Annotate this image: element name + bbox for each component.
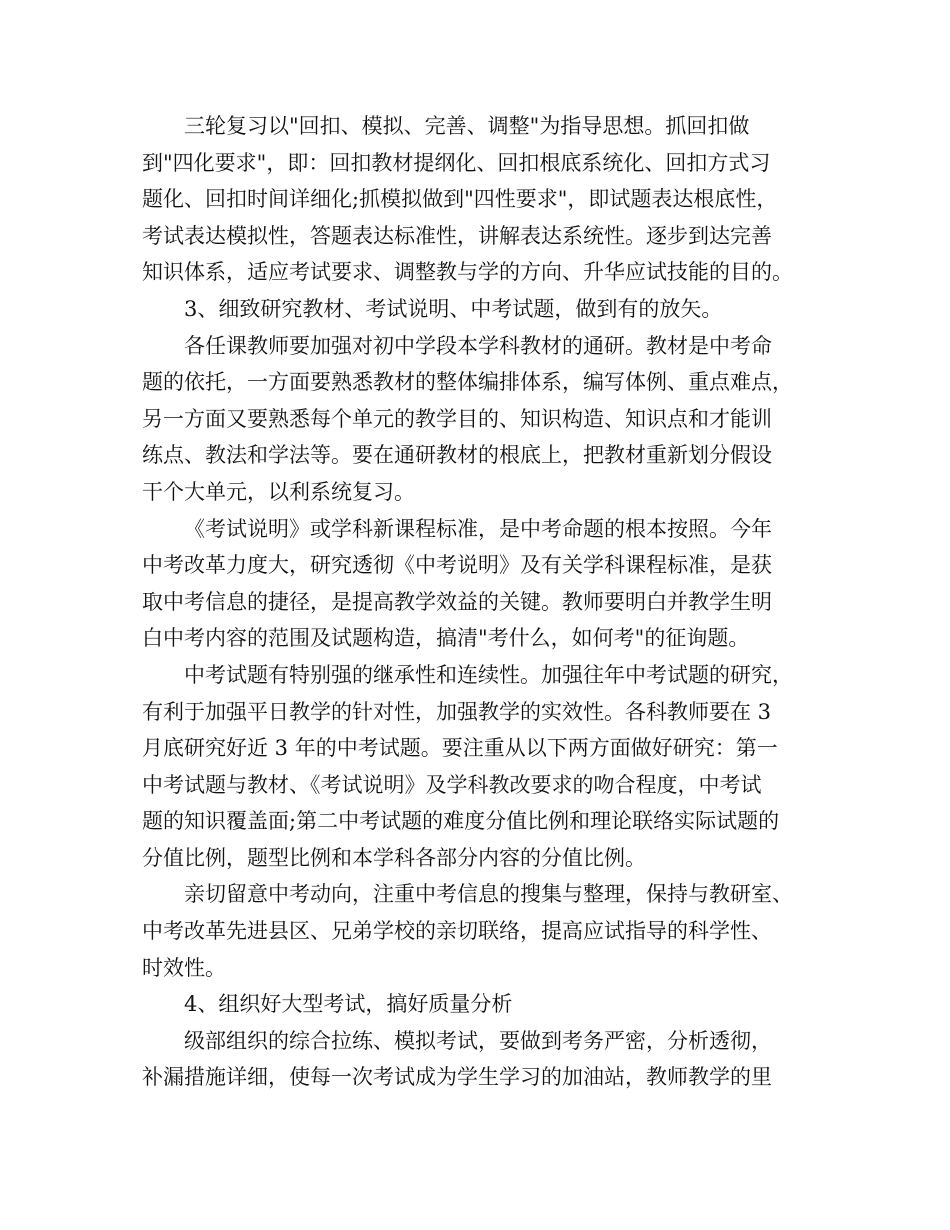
text-line: 月底研究好近 3 年的中考试题。要注重从以下两方面做好研究：第一 (142, 736, 778, 761)
text-line: 级部组织的综合拉练、模拟考试，要做到考务严密，分析透彻， (184, 1028, 772, 1053)
text-line: 题的知识覆盖面;第二中考试题的难度分值比例和理论联络实际试题的 (142, 809, 780, 834)
text-line: 取中考信息的捷径，是提高教学效益的关键。教师要明白并教学生明 (142, 589, 772, 614)
text-line: 各任课教师要加强对初中学段本学科教材的通研。教材是中考命 (184, 333, 772, 358)
text-line: 题的依托，一方面要熟悉教材的整体编排体系，编写体例、重点难点， (142, 370, 793, 395)
text-line: 另一方面又要熟悉每个单元的教学目的、知识构造、知识点和才能训 (142, 406, 772, 431)
text-line: 练点、教法和学法等。要在通研教材的根底上，把教材重新划分假设 (142, 443, 772, 468)
text-line: 时效性。 (142, 955, 226, 980)
text-line: 《考试说明》或学科新课程标准，是中考命题的根本按照。今年 (184, 516, 772, 541)
text-line: 中考试题与教材、《考试说明》及学科教改要求的吻合程度，中考试 (142, 772, 762, 797)
text-line: 亲切留意中考动向，注重中考信息的搜集与整理，保持与教研室、 (184, 882, 793, 907)
text-line: 白中考内容的范围及试题构造，搞清"考什么，如何考"的征询题。 (142, 626, 750, 651)
text-line: 干个大单元，以利系统复习。 (142, 479, 415, 504)
text-line: 中考改革先进县区、兄弟学校的亲切联络，提高应试指导的科学性、 (142, 919, 772, 944)
text-line: 知识体系，适应考试要求、调整教与学的方向、升华应试技能的目的。 (142, 260, 793, 285)
text-line: 补漏措施详细，使每一次考试成为学生学习的加油站，教师教学的里 (142, 1065, 772, 1090)
text-line: 有利于加强平日教学的针对性，加强教学的实效性。各科教师要在 3 (142, 699, 772, 724)
text-line: 三轮复习以"回扣、模拟、完善、调整"为指导思想。抓回扣做 (184, 114, 750, 138)
text-line: 题化、回扣时间详细化;抓模拟做到"四性要求"，即试题表达根底性， (142, 187, 778, 212)
section-heading: 4、组织好大型考试，搞好质量分析 (184, 992, 513, 1017)
text-line: 中考改革力度大，研究透彻《中考说明》及有关学科课程标准，是获 (142, 553, 772, 578)
section-heading: 3、细致研究教材、考试说明、中考试题，做到有的放矢。 (184, 296, 723, 321)
text-line: 中考试题有特别强的继承性和连续性。加强往年中考试题的研究， (184, 662, 793, 687)
text-line: 考试表达模拟性，答题表达标准性，讲解表达系统性。逐步到达完善 (142, 223, 772, 248)
text-line: 到"四化要求"，即：回扣教材提纲化、回扣根底系统化、回扣方式习 (142, 150, 771, 175)
document-body (142, 108, 822, 1096)
text-line: 分值比例，题型比例和本学科各部分内容的分值比例。 (142, 845, 646, 870)
